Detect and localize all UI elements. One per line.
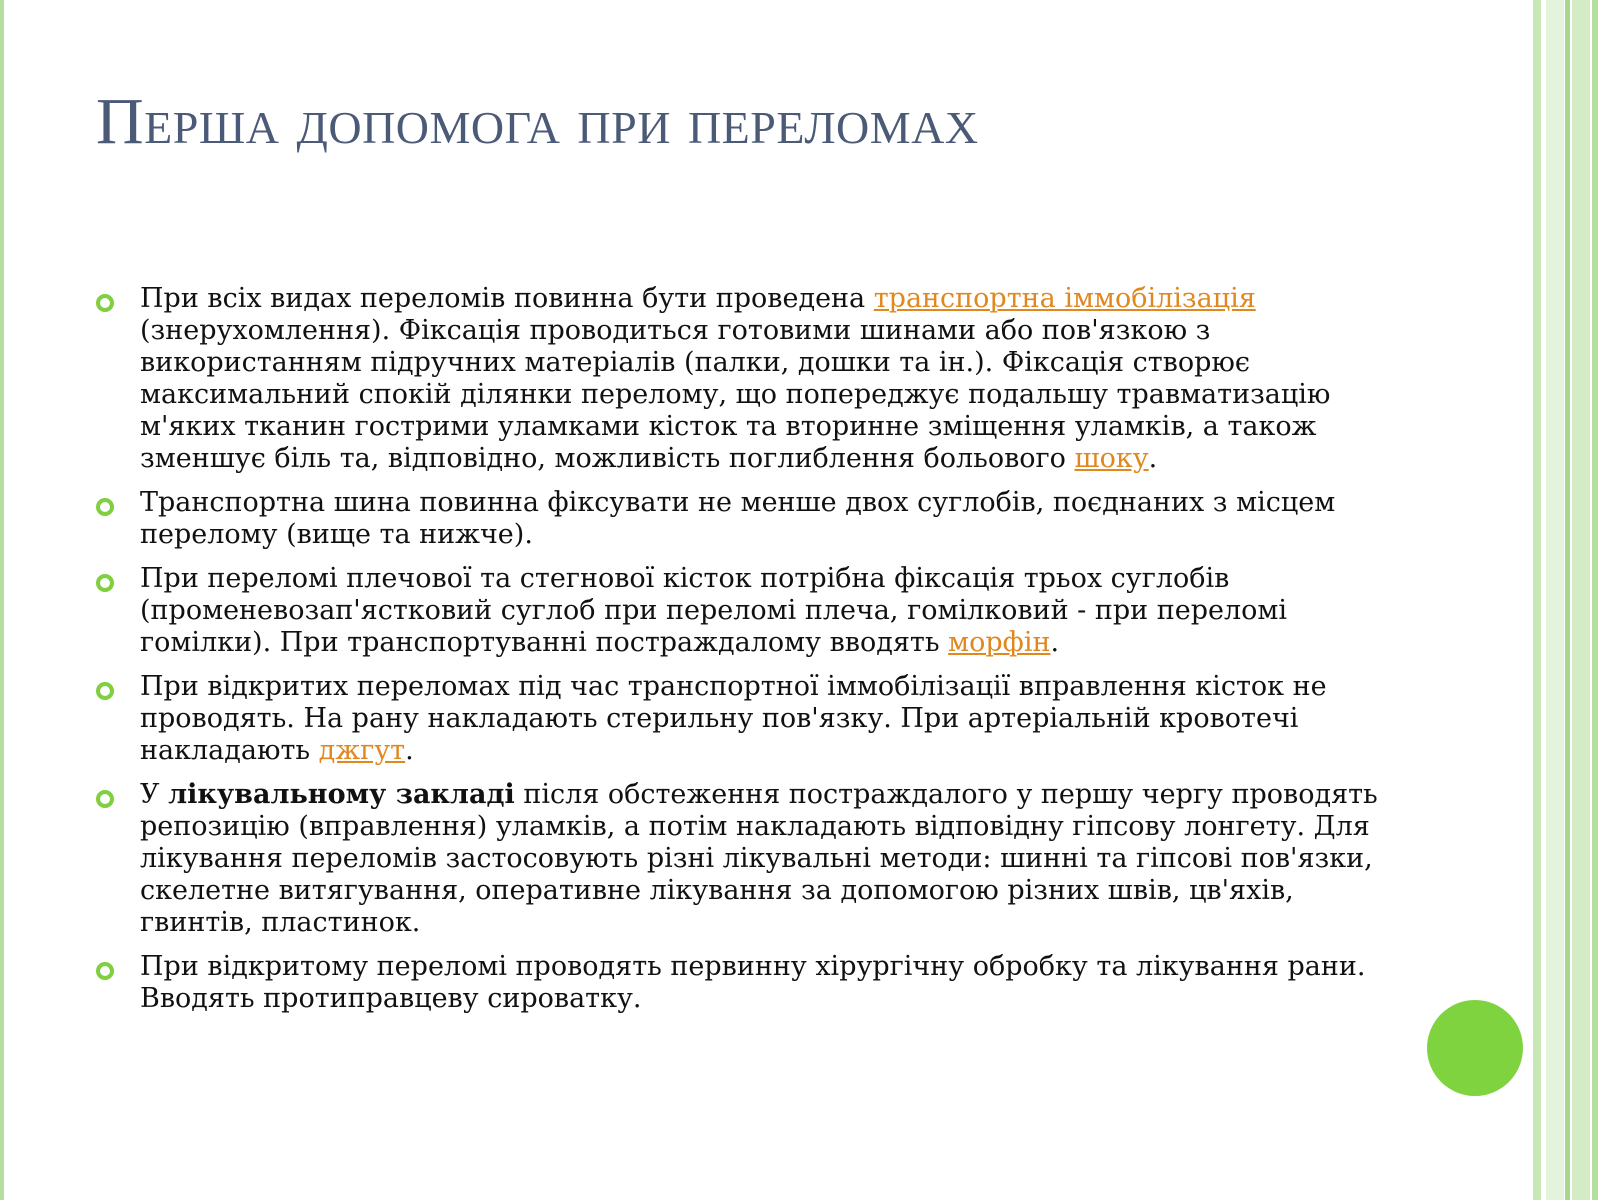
list-item [96, 951, 1386, 1015]
bullet-ring-icon [96, 962, 114, 980]
bullet-text [140, 283, 1386, 475]
list-item [96, 283, 1386, 475]
text-run: У [140, 779, 169, 810]
text-run: . [405, 735, 414, 766]
right-decorative-stripes [1528, 0, 1600, 1200]
bullet-text: При відкритому переломі проводять первинну хірургічну обробку та лікування рани. Вводять протиправцеву сироватку. [140, 951, 1366, 1014]
bullet-ring-icon [96, 682, 114, 700]
text-run: (знерухомлення). Фіксація проводиться готовими шинами або пов'язкою з використанням підручних матеріалів (палки, дошки та ін.). Фіксація створює максимальний спокій ділянки перелому, що попереджує подальшу травматизацію м'яких тканин гострими уламками кісток та вторинне зміщення уламків, а також зменшує біль та, відповідно, можливість поглиблення больового [140, 315, 1331, 474]
text-run: При всіх видах переломів повинна бути проведена [140, 283, 874, 314]
bullet-ring-icon [96, 498, 114, 516]
slide-title: Перша допомога при переломах [96, 85, 979, 158]
green-circle-decoration [1427, 1000, 1523, 1096]
stripe [1565, 0, 1570, 1200]
bullet-ring-icon [96, 790, 114, 808]
bullet-text: Транспортна шина повинна фіксувати не менше двох суглобів, поєднаних з місцем перелому (вище та нижче). [140, 487, 1336, 550]
stripe [1592, 0, 1598, 1200]
link-shock[interactable]: шоку [1074, 443, 1149, 474]
bullet-text [140, 671, 1386, 767]
bullet-ring-icon [96, 294, 114, 312]
link-transport-immobilization[interactable]: транспортна іммобілізація [873, 283, 1256, 314]
text-run: При відкритих переломах під час транспортної іммобілізації вправлення кісток не проводять. На рану накладають стерильну пов'язку. При артеріальній кровотечі накладають [140, 671, 1327, 766]
link-tourniquet[interactable]: джгут [318, 735, 406, 766]
text-run: При переломі плечової та стегнової кісток потрібна фіксація трьох суглобів (променевозап'ястковий суглоб при переломі плеча, гомілковий - при переломі гомілки). При транспортуванні постраждалому вводять [140, 563, 1288, 658]
bullet-ring-icon [96, 574, 114, 592]
text-run: після обстеження постраждалого у першу чергу проводять репозицію (вправлення) уламків, а потім накладають відповідну гіпсову лонгету. Для лікування переломів застосовують різні лікувальні методи: шинні та гіпсові пов'язки, скелетне витягування, оперативне лікування за допомогою різних швів, цв'яхів, гвинтів, пластинок. [140, 779, 1378, 938]
text-run: . [1148, 443, 1158, 474]
text-run: . [1050, 627, 1060, 658]
stripe [1572, 0, 1590, 1200]
stripe [1546, 0, 1564, 1200]
left-border [0, 0, 4, 1200]
bullet-text [140, 779, 1386, 939]
list-item [96, 487, 1386, 551]
bullet-text [140, 563, 1386, 659]
stripe [1533, 0, 1541, 1200]
list-item [96, 671, 1386, 767]
link-morphine[interactable]: морфін [948, 627, 1051, 658]
list-item [96, 779, 1386, 939]
bold-text: лікувальному закладі [168, 779, 515, 810]
bullet-list [96, 283, 1386, 1027]
list-item [96, 563, 1386, 659]
